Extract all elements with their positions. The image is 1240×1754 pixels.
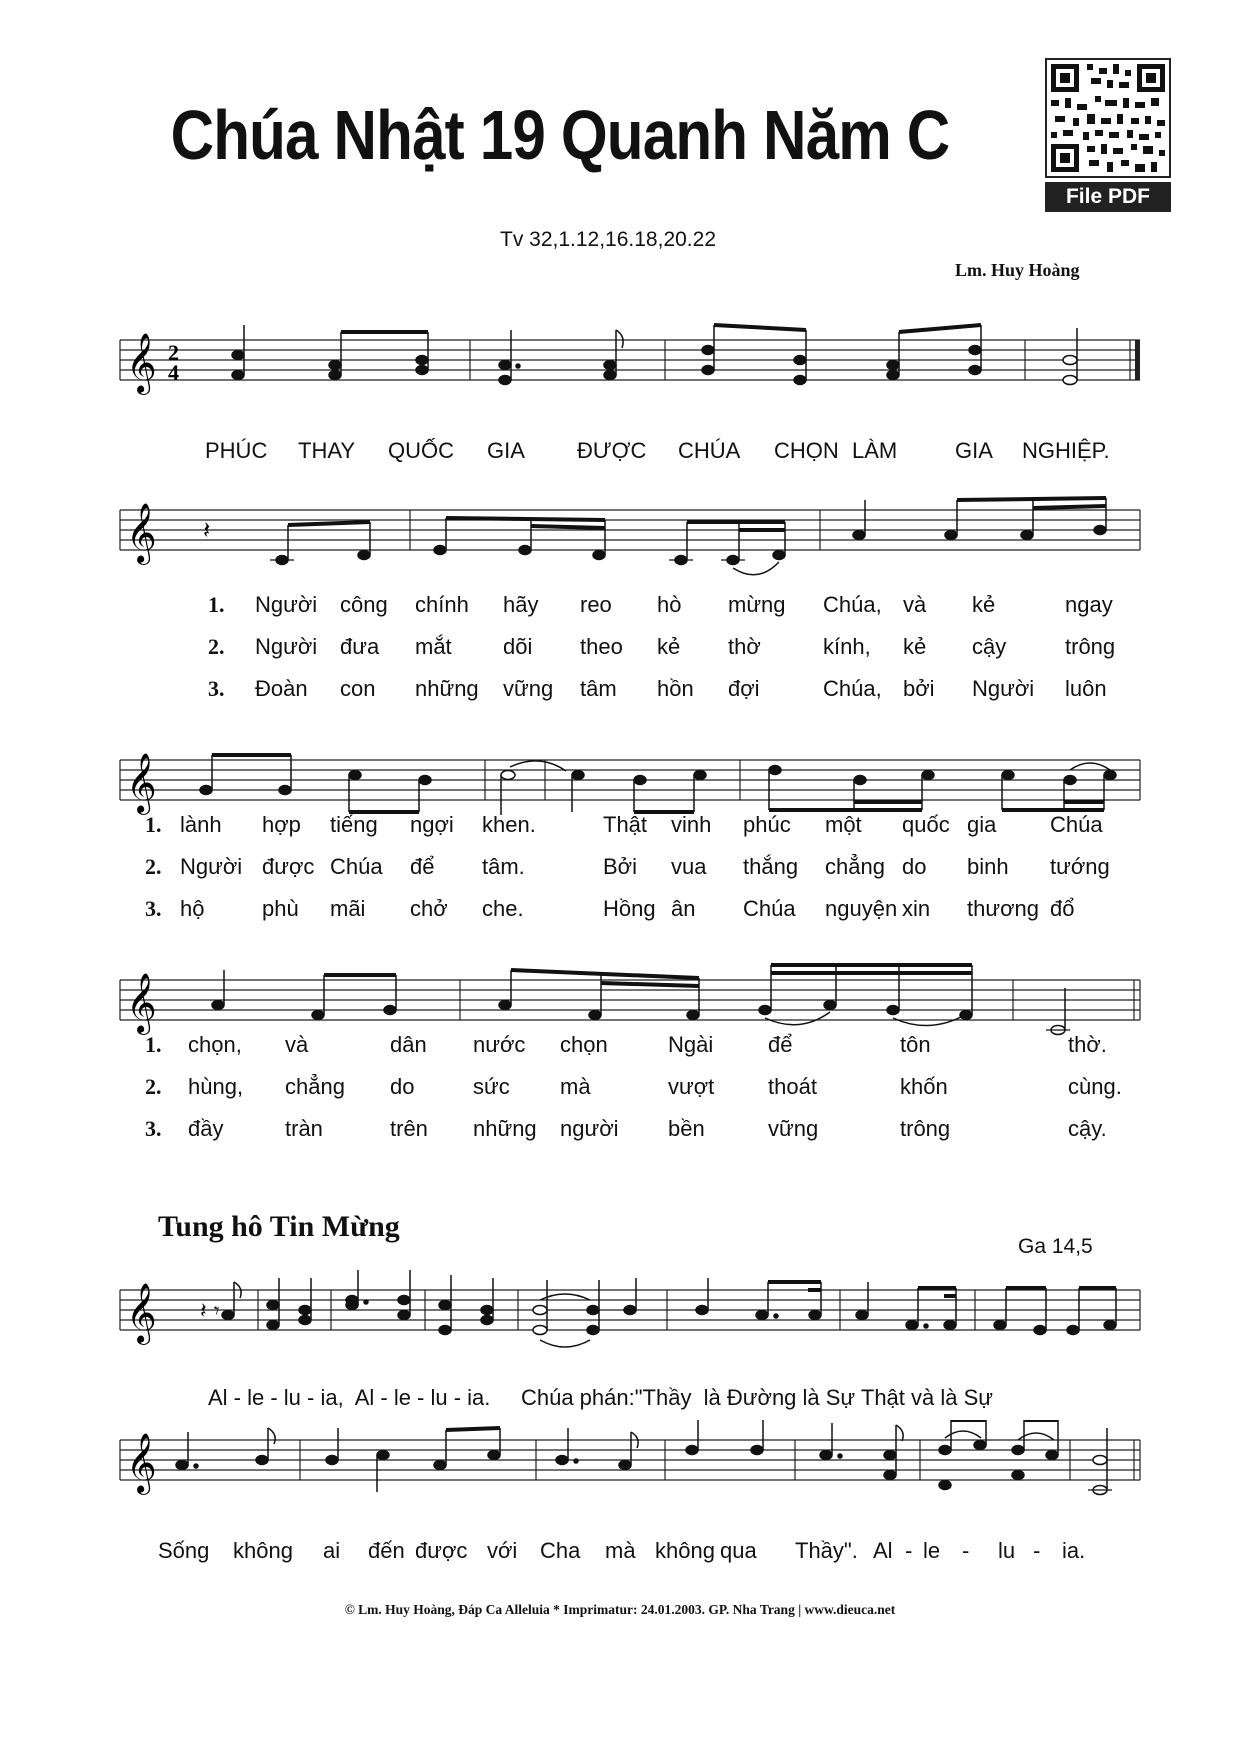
lyric-word: mà bbox=[560, 1074, 591, 1099]
lyric-word: thắng bbox=[743, 854, 799, 879]
verse-number: 1. bbox=[145, 1032, 162, 1057]
staff-system-3 bbox=[0, 960, 1240, 1060]
lyric-word: đầy bbox=[188, 1116, 224, 1141]
treble-clef-icon: 𝄞 bbox=[126, 503, 157, 563]
lyric-word: ĐƯỢC bbox=[577, 438, 647, 463]
lyric-word: dân bbox=[390, 1032, 427, 1057]
staff-system-refrain bbox=[0, 320, 1240, 420]
lyric-word: trông bbox=[900, 1116, 951, 1141]
lyric-word: tâm. bbox=[482, 854, 525, 879]
lyric-word: THAY bbox=[298, 438, 356, 463]
lyric-word: lu bbox=[998, 1538, 1016, 1563]
lyric-word: không bbox=[233, 1538, 293, 1563]
lyric-word: kính, bbox=[823, 634, 871, 659]
lyric-word: để bbox=[768, 1032, 793, 1057]
staff-system-alleluia-1 bbox=[0, 1270, 1240, 1370]
lyric-word: đợi bbox=[728, 676, 760, 701]
lyric-word: do bbox=[390, 1074, 415, 1099]
author-name: Lm. Huy Hoàng bbox=[955, 260, 1080, 280]
lyric-word: ia. bbox=[1062, 1538, 1086, 1563]
lyric-word: Người bbox=[255, 634, 318, 659]
lyric-word: cùng. bbox=[1068, 1074, 1122, 1099]
staff-system-1 bbox=[0, 490, 1240, 590]
lyric-word: sức bbox=[473, 1074, 510, 1099]
lyric-word: đến bbox=[368, 1538, 405, 1563]
lyric-word: chẳng bbox=[285, 1074, 345, 1099]
lyric-word: chở bbox=[410, 896, 448, 921]
lyric-word: và bbox=[903, 592, 927, 617]
lyric-word: Chúa bbox=[330, 854, 383, 879]
treble-clef-icon: 𝄞 bbox=[126, 1433, 157, 1493]
lyric-word: Thầy". bbox=[795, 1538, 858, 1563]
lyric-word: mừng bbox=[728, 592, 786, 617]
lyric-word: chọn, bbox=[188, 1032, 242, 1057]
lyric-word: người bbox=[560, 1116, 619, 1141]
treble-clef-icon: 𝄞 bbox=[126, 333, 157, 393]
lyric-word: vượt bbox=[668, 1074, 715, 1099]
lyric-word: được bbox=[415, 1538, 468, 1563]
lyric-word: Al bbox=[873, 1538, 893, 1563]
lyric-word: khốn bbox=[900, 1074, 948, 1099]
lyric-word: ân bbox=[671, 896, 696, 921]
lyric-word: CHỌN bbox=[774, 438, 839, 463]
lyric-word: và bbox=[285, 1032, 309, 1057]
lyric-word: le bbox=[923, 1538, 941, 1563]
lyric-word: bền bbox=[668, 1116, 705, 1141]
verse-number: 2. bbox=[145, 1074, 162, 1099]
lyric-word: thờ. bbox=[1068, 1032, 1107, 1057]
lyric-word: mắt bbox=[415, 634, 452, 659]
lyric-word: che. bbox=[482, 896, 524, 921]
lyric-word: hò bbox=[657, 592, 682, 617]
lyric-word: thờ bbox=[728, 634, 761, 659]
lyric-word: chẳng bbox=[825, 854, 885, 879]
lyric-word: Bởi bbox=[603, 854, 637, 879]
lyric-word: Chúa bbox=[1050, 812, 1103, 837]
lyric-word: ngay bbox=[1065, 592, 1113, 617]
lyric-word: vững bbox=[768, 1116, 819, 1141]
lyric-word: GIA bbox=[487, 438, 525, 463]
footer-copyright: © Lm. Huy Hoàng, Đáp Ca Alleluia * Imprimatur: 24.01.2003. GP. Nha Trang | www.dieuca.net bbox=[344, 1602, 896, 1617]
lyric-word: gia bbox=[967, 812, 997, 837]
lyric-word: ngợi bbox=[410, 812, 454, 837]
lyric-word: kẻ bbox=[972, 592, 996, 617]
lyric-word: quốc bbox=[902, 812, 950, 837]
lyric-word: để bbox=[410, 854, 435, 879]
lyric-word: Người bbox=[180, 854, 243, 879]
lyric-word: xin bbox=[902, 896, 931, 921]
lyric-word: thương bbox=[967, 896, 1039, 921]
lyric-word: công bbox=[340, 592, 388, 617]
alleluia-lyrics-line-1: Al - le - lu - ia, Al - le - lu - ia. Chúa phán:"Thầy là Đường là Sự Thật và là Sự bbox=[208, 1385, 993, 1410]
lyric-word: Chúa, bbox=[823, 676, 882, 701]
time-signature-top: 2 bbox=[168, 340, 179, 365]
lyric-word: đổ bbox=[1050, 896, 1075, 921]
lyric-word: Thật bbox=[603, 812, 648, 837]
lyric-word: tâm bbox=[580, 676, 617, 701]
lyric-word: hồn bbox=[657, 676, 694, 701]
psalm-reference: Tv 32,1.12,16.18,20.22 bbox=[500, 228, 716, 251]
lyric-word: ai bbox=[323, 1538, 341, 1563]
section-title: Tung hô Tin Mừng bbox=[158, 1210, 400, 1243]
time-signature-bottom: 4 bbox=[168, 360, 179, 385]
qr-label: File PDF bbox=[1045, 182, 1171, 212]
lyric-word: phúc bbox=[743, 812, 791, 837]
lyric-word: Chúa, bbox=[823, 592, 882, 617]
lyric-word: vinh bbox=[671, 812, 712, 837]
verse-number: 2. bbox=[145, 854, 162, 879]
qr-code[interactable] bbox=[1045, 58, 1175, 218]
qr-code-icon bbox=[1045, 58, 1171, 178]
lyric-word: chọn bbox=[560, 1032, 608, 1057]
lyric-word: QUỐC bbox=[388, 438, 454, 463]
lyric-word: tôn bbox=[900, 1032, 931, 1057]
lyric-word: reo bbox=[580, 592, 612, 617]
verse-number: 3. bbox=[208, 676, 225, 701]
lyric-word: tràn bbox=[285, 1116, 323, 1141]
lyric-word: Đoàn bbox=[255, 676, 308, 701]
lyric-word: GIA bbox=[955, 438, 993, 463]
lyric-word: Người bbox=[255, 592, 318, 617]
lyric-word: tiếng bbox=[330, 812, 378, 837]
treble-clef-icon: 𝄞 bbox=[126, 973, 157, 1033]
lyric-word: theo bbox=[580, 634, 623, 659]
lyric-word: nước bbox=[473, 1032, 526, 1057]
lyric-word: do bbox=[902, 854, 927, 879]
lyric-word: vững bbox=[503, 676, 554, 701]
lyric-word: Sống bbox=[158, 1538, 210, 1563]
lyric-word: một bbox=[825, 812, 862, 837]
lyric-word: con bbox=[340, 676, 376, 701]
lyric-word: trên bbox=[390, 1116, 428, 1141]
lyric-word: - bbox=[905, 1538, 913, 1563]
lyric-word: khen. bbox=[482, 812, 536, 837]
verse-number: 3. bbox=[145, 896, 162, 921]
lyric-word: tướng bbox=[1050, 854, 1110, 879]
lyric-word: Hồng bbox=[603, 896, 656, 921]
lyric-word: với bbox=[487, 1538, 518, 1563]
lyric-word: kẻ bbox=[903, 634, 927, 659]
lyric-word: Người bbox=[972, 676, 1035, 701]
lyric-word: hợp bbox=[262, 812, 301, 837]
treble-clef-icon: 𝄞 bbox=[126, 1283, 157, 1343]
lyric-word: dõi bbox=[503, 634, 533, 659]
lyric-word: mà bbox=[605, 1538, 636, 1563]
treble-clef-icon: 𝄞 bbox=[126, 753, 157, 813]
verse-number: 2. bbox=[208, 634, 225, 659]
lyric-word: hãy bbox=[503, 592, 539, 617]
rest-icon: 𝄽 bbox=[203, 516, 211, 544]
svg-text:𝄽 𝄾: 𝄽 𝄾 bbox=[200, 1299, 220, 1324]
lyric-word: binh bbox=[967, 854, 1009, 879]
lyric-word: những bbox=[473, 1116, 537, 1141]
lyric-word: - bbox=[962, 1538, 970, 1563]
lyric-word: được bbox=[262, 854, 315, 879]
lyric-word: cậy bbox=[972, 634, 1007, 659]
lyric-word: hộ bbox=[180, 896, 205, 921]
lyric-word: LÀM bbox=[852, 438, 898, 463]
gospel-reference: Ga 14,5 bbox=[1018, 1235, 1093, 1258]
lyric-word: chính bbox=[415, 592, 469, 617]
lyric-word: những bbox=[415, 676, 479, 701]
lyric-word: NGHIỆP. bbox=[1022, 438, 1110, 463]
lyric-word: cậy. bbox=[1068, 1116, 1107, 1141]
lyric-word: Ngài bbox=[668, 1032, 714, 1057]
lyric-word: vua bbox=[671, 854, 707, 879]
verse-number: 3. bbox=[145, 1116, 162, 1141]
lyric-word: không bbox=[655, 1538, 715, 1563]
lyric-word: bởi bbox=[903, 676, 935, 701]
lyric-word: Cha bbox=[540, 1538, 581, 1563]
lyric-word: hùng, bbox=[188, 1074, 244, 1099]
staff-system-alleluia-2 bbox=[0, 1420, 1240, 1520]
lyric-word: trông bbox=[1065, 634, 1116, 659]
lyric-word: luôn bbox=[1065, 676, 1107, 701]
lyric-word: - bbox=[1033, 1538, 1041, 1563]
lyric-word: thoát bbox=[768, 1074, 817, 1099]
lyric-word: kẻ bbox=[657, 634, 681, 659]
lyric-word: qua bbox=[720, 1538, 757, 1563]
lyric-word: CHÚA bbox=[678, 438, 741, 463]
verse-number: 1. bbox=[208, 592, 225, 617]
lyric-word: phù bbox=[262, 896, 299, 921]
lyric-word: nguyện bbox=[825, 896, 898, 921]
song-title: Chúa Nhật 19 Quanh Năm C bbox=[170, 96, 950, 174]
lyric-word: đưa bbox=[340, 634, 380, 659]
lyric-word: mãi bbox=[330, 896, 366, 921]
lyric-word: Chúa bbox=[743, 896, 796, 921]
verse-number: 1. bbox=[145, 812, 162, 837]
lyric-word: lành bbox=[180, 812, 222, 837]
lyric-word: PHÚC bbox=[205, 438, 268, 463]
